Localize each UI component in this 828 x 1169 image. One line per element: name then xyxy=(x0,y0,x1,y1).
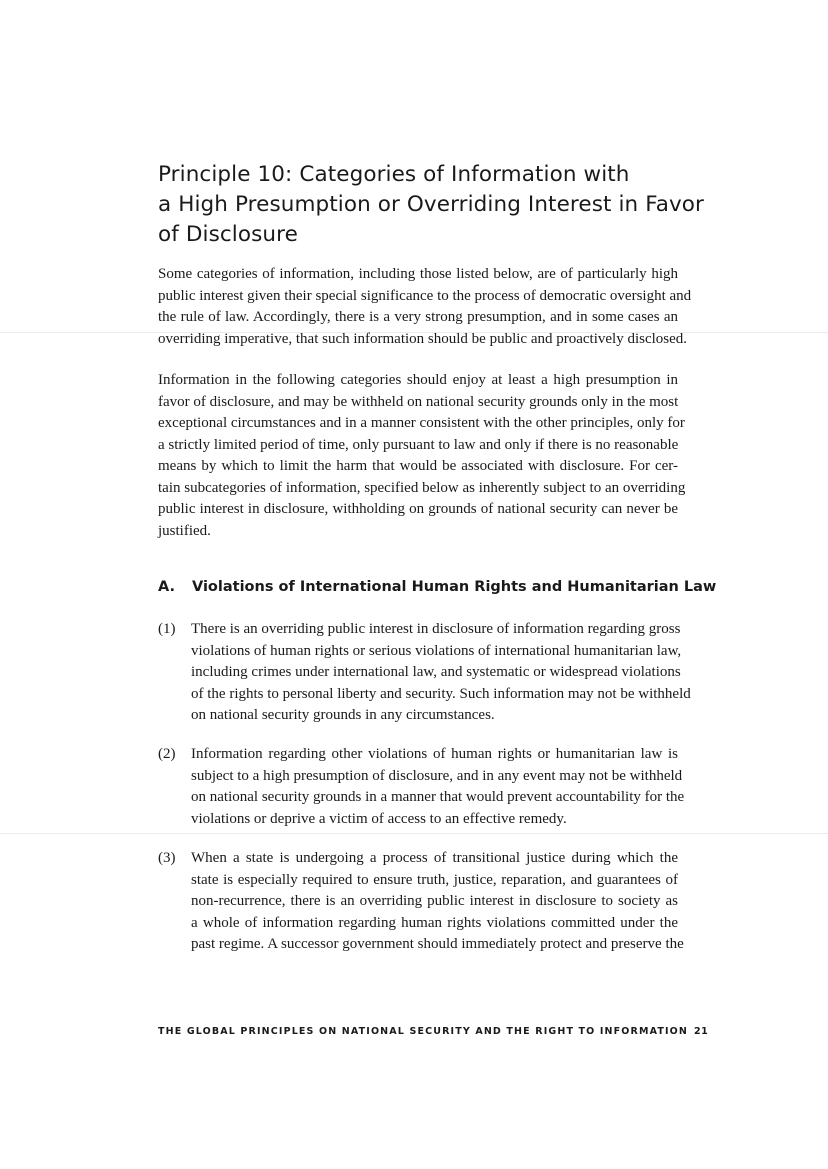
text-line: violations of human rights or serious violations of international humanitarian law, xyxy=(191,642,682,659)
text-line: public interest in disclosure, withholding on grounds of national security can never be xyxy=(158,501,678,517)
item-body xyxy=(191,744,685,830)
text-line: subject to a high presumption of disclosure, and in any event may not be withheld xyxy=(191,767,683,784)
section-letter: A. xyxy=(158,579,175,595)
text-line: Information regarding other violations of human rights or humanitarian law is xyxy=(191,746,678,762)
intro-paragraph xyxy=(158,264,692,350)
item-number: (3) xyxy=(158,850,176,866)
item-body xyxy=(191,848,684,956)
text-line: a whole of information regarding human rights violations committed under the xyxy=(191,914,678,931)
text-line: Information in the following categories should enjoy at least a high presumption in xyxy=(158,372,678,388)
title-line: a High Presumption or Overriding Interest in Favor xyxy=(158,192,704,217)
item-body xyxy=(191,619,691,727)
text-line: past regime. A successor government should immediately protect and preserve the xyxy=(191,936,684,952)
principle-title xyxy=(158,160,718,250)
text-line: violations or deprive a victim of access to an effective remedy. xyxy=(191,810,567,827)
text-line: There is an overriding public interest in disclosure of information regarding gross xyxy=(191,621,681,637)
item-number: (1) xyxy=(158,621,176,637)
section-heading xyxy=(158,577,718,597)
section-title: Violations of International Human Rights and Humanitarian Law xyxy=(192,579,717,595)
text-line: justified. xyxy=(158,522,211,539)
page-number: 21 xyxy=(693,1026,709,1037)
scan-line xyxy=(0,833,828,834)
item-number: (2) xyxy=(158,746,176,762)
title-line: Principle 10: Categories of Information with xyxy=(158,162,630,187)
title-line: of Disclosure xyxy=(158,222,298,247)
text-line: public interest given their special significance to the process of democratic oversight and xyxy=(158,287,692,304)
footer-title: THE GLOBAL PRINCIPLES ON NATIONAL SECURITY AND THE RIGHT TO INFORMATION xyxy=(158,1026,688,1037)
text-line: exceptional circumstances and in a manner consistent with the other principles, only for xyxy=(158,415,685,431)
text-line: state is especially required to ensure truth, justice, reparation, and guarantees of xyxy=(191,871,678,888)
text-line: When a state is undergoing a process of transitional justice during which the xyxy=(191,850,678,866)
text-line: on national security grounds in a manner that would prevent accountability for the xyxy=(191,789,685,805)
text-line: non-recurrence, there is an overriding public interest in disclosure to society as xyxy=(191,893,678,909)
text-line: tain subcategories of information, specified below as inherently subject to an overriding xyxy=(158,479,686,496)
text-line: means by which to limit the harm that would be associated with disclosure. For cer- xyxy=(158,458,678,474)
text-line: Some categories of information, including those listed below, are of particularly high xyxy=(158,266,678,282)
text-line: including crimes under international law, and systematic or widespread violations xyxy=(191,664,681,680)
categories-paragraph xyxy=(158,370,686,542)
text-line: on national security grounds in any circumstances. xyxy=(191,707,495,723)
text-line: favor of disclosure, and may be withheld on national security grounds only in the most xyxy=(158,393,679,410)
text-line: a strictly limited period of time, only pursuant to law and only if there is no reasonable xyxy=(158,436,679,453)
text-line: the rule of law. Accordingly, there is a very strong presumption, and in some cases an xyxy=(158,309,678,325)
running-footer xyxy=(158,1025,709,1039)
text-line: of the rights to personal liberty and security. Such information may not be withheld xyxy=(191,685,691,702)
text-line: overriding imperative, that such information should be public and proactively disclosed. xyxy=(158,330,688,347)
